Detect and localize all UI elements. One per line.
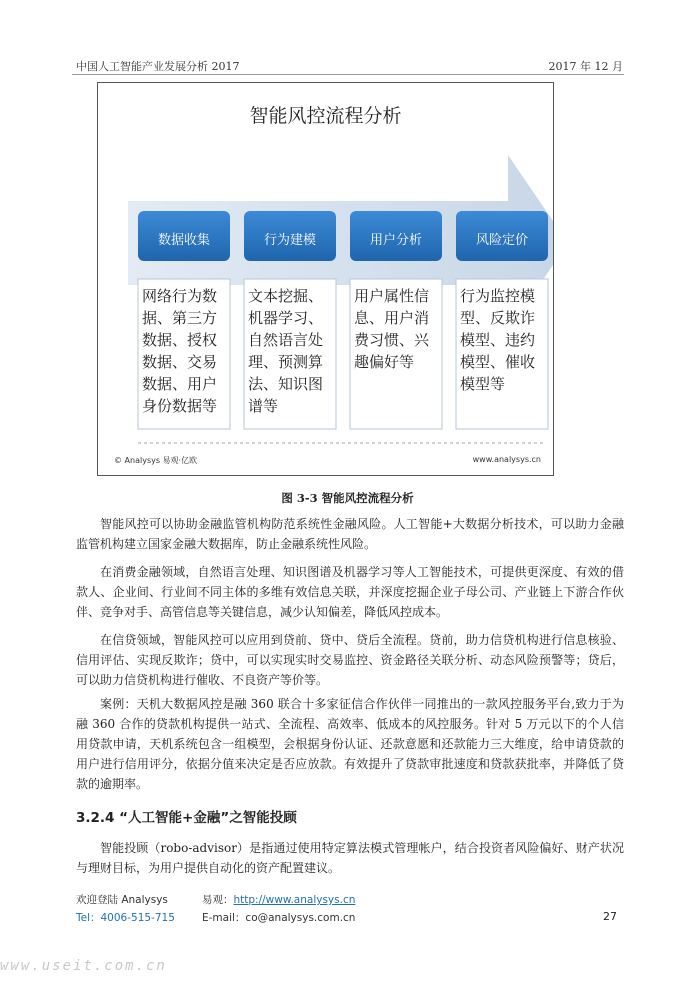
figure-title: 智能风控流程分析 [249,105,402,127]
paragraph-1: 智能风控可以协助金融监管机构防范系统性金融风险。人工智能+大数据分析技术，可以助力金融监管机构建立国家金融大数据库，防止金融系统性风险。 [76,517,624,551]
watermark-text: www.useit.com.cn [0,958,167,974]
figure-caption: 图 3-3 智能风控流程分析 [281,491,414,505]
stage-desc-3: 用户属性信息、用户消费习惯、兴趣偏好等 [354,287,430,371]
section-paragraph: 智能投顾（robo-advisor）是指通过使用特定算法模式管理帐户，结合投资者风险偏好、财产状况与理财目标，为用户提供自动化的资产配置建议。 [76,841,624,875]
header-divider [72,74,624,75]
paragraph-2: 在消费金融领域，自然语言处理、知识图谱及机器学习等人工智能技术，可提供更深度、有效的借款人、企业间、行业间不同主体的多维有效信息关联，并深度挖掘企业子母公司、产业链上下游合作伙伴、竞争对手、高管信息等关键信息，减少认知偏差，降低风控成本。 [76,565,624,619]
stage-label-4: 风险定价 [475,233,528,248]
footer-yiguan-link[interactable]: http://www.analysys.cn [233,894,356,906]
risk-control-figure [97,82,554,476]
header-left: 中国人工智能产业发展分析 2017 [76,60,240,73]
stage-label-3: 用户分析 [369,233,422,248]
header-right: 2017 年 12 月 [548,60,623,73]
footer-tel: Tel：4006-515-715 [76,912,175,924]
stage-desc-1: 网络行为数据、第三方数据、授权数据、交易数据、用户身份数据等 [142,287,218,415]
footer-email: E-mail：co@analysys.com.cn [202,912,356,924]
section-title: 3.2.4 “人工智能+金融”之智能投顾 [76,810,297,826]
footer-yiguan-label: 易观： [202,894,234,906]
footer-welcome: 欢迎登陆 Analysys [76,894,168,906]
paragraph-4: 案例：天机大数据风控是融 360 联合十多家征信合作伙伴一同推出的一款风控服务平台,致力于为融 360 合作的贷款机构提供一站式、全流程、高效率、低成本的风控服务。针对 5 万元以下的个人信用贷款申请，天机系统包含一组模型，会根据身份认证、还款意愿和还款能力三大维度，给申请贷款的用户进行信用评分，依据分值来决定是否应放款。有效提升了贷款审批速度和贷款获批率，并降低了贷款的逾期率。 [76,697,624,791]
stage-label-2: 行为建模 [263,233,316,248]
figure-copyright: © Analysys 易观·亿欧 [114,456,198,465]
stage-label-1: 数据收集 [157,233,210,248]
stage-desc-4: 行为监控模型、反欺诈模型、违约模型、催收模型等 [460,287,536,393]
page-number: 27 [603,910,617,923]
footer-yiguan [202,892,355,907]
paragraph-3: 在信贷领域，智能风控可以应用到贷前、贷中、贷后全流程。贷前，助力信贷机构进行信息核验、信用评估、实现反欺诈；贷中，可以实现实时交易监控、资金路径关联分析、动态风险预警等；贷后，可以助力信贷机构进行催收、不良资产等价等。 [76,633,624,687]
figure-site: www.analysys.cn [472,455,541,464]
stage-desc-2: 文本挖掘、机器学习、自然语言处理、预测算法、知识图谱等 [248,287,324,415]
